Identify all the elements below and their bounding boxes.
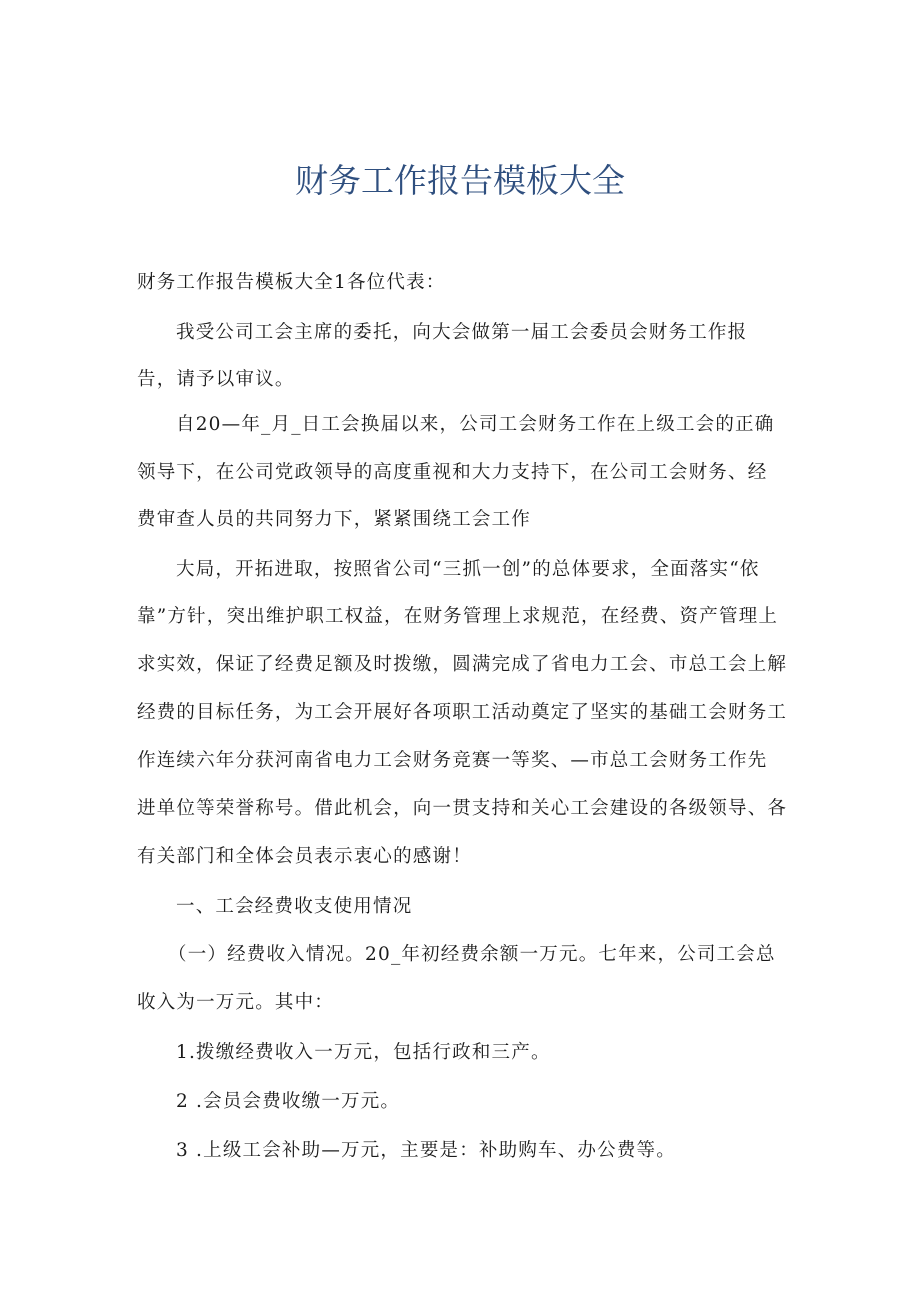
paragraph-line: 经费的目标任务，为工会开展好各项职工活动奠定了坚实的基础工会财务工 — [137, 702, 788, 723]
paragraph-line: 我受公司工会主席的委托，向大会做第一届工会委员会财务工作报 — [176, 322, 748, 343]
paragraph-line: 有关部门和全体会员表示衷心的感谢！ — [137, 846, 472, 867]
paragraph-line: 收入为一万元。其中： — [137, 992, 335, 1013]
paragraph-line: 告，请予以审议。 — [137, 369, 295, 390]
paragraph-line: 自20—年_月_日工会换届以来，公司工会财务工作在上级工会的正确 — [176, 414, 775, 435]
paragraph-line: 大局，开拓进取，按照省公司“三抓一创”的总体要求，全面落实“依 — [176, 559, 760, 580]
paragraph-line: 求实效，保证了经费足额及时拨缴，圆满完成了省电力工会、市总工会上解 — [137, 654, 788, 675]
list-item: 1.拨缴经费收入一万元，包括行政和三产。 — [176, 1042, 551, 1063]
paragraph-line: （一）经费收入情况。20_年初经费余额一万元。七年来，公司工会总 — [168, 944, 776, 965]
paragraph-line: 作连续六年分获河南省电力工会财务竞赛一等奖、—市总工会财务工作先 — [137, 750, 768, 771]
paragraph-line: 靠”方针，突出维护职工权益，在财务管理上求规范，在经费、资产管理上 — [137, 606, 779, 627]
paragraph-line: 进单位等荣誉称号。借此机会，向一贯支持和关心工会建设的各级领导、各 — [137, 798, 788, 819]
paragraph-line: 领导下，在公司党政领导的高度重视和大力支持下，在公司工会财务、经 — [137, 462, 768, 483]
list-item: 2 .会员会费收缴一万元。 — [176, 1091, 401, 1112]
paragraph-line: 费审查人员的共同努力下，紧紧围绕工会工作 — [137, 509, 532, 530]
opening-line: 财务工作报告模板大全1各位代表： — [137, 272, 446, 293]
document-title: 财务工作报告模板大全 — [295, 161, 625, 200]
list-item: 3 .上级工会补助—万元，主要是：补助购车、办公费等。 — [176, 1140, 676, 1161]
section-heading: 一、工会经费收支使用情况 — [176, 896, 413, 917]
